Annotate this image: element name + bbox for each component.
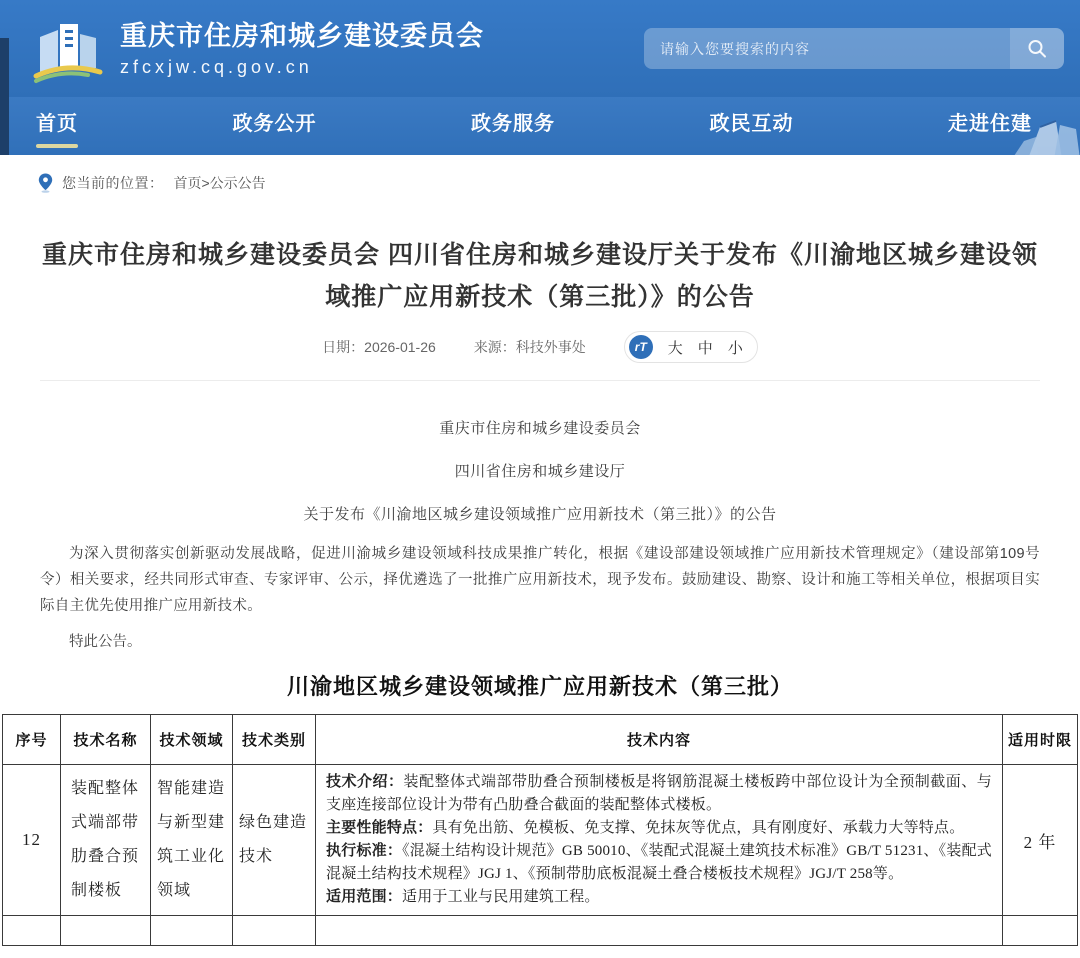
table-row-clipped <box>3 916 1078 946</box>
cell-tech-category: 绿色建造技术 <box>233 765 316 916</box>
cell-tech-field: 智能建造与新型建筑工业化领域 <box>151 765 233 916</box>
meta-divider <box>40 380 1040 381</box>
nav-item-home[interactable] <box>36 107 78 148</box>
nav-item-gov-info[interactable] <box>233 107 317 136</box>
font-size-large-button[interactable]: 大 <box>667 339 683 357</box>
site-logo[interactable] <box>30 11 106 87</box>
content-scope-text: 适用于工业与民用建筑工程。 <box>402 889 600 905</box>
search-input[interactable] <box>644 28 1010 69</box>
nav-item-gov-services[interactable] <box>471 107 555 136</box>
cell-tech-content <box>316 765 1003 916</box>
issuer-line-2: 四川省住房和城乡建设厅 <box>454 463 626 480</box>
content-features <box>326 817 992 840</box>
breadcrumb-prefix: 您当前的位置： <box>62 175 164 191</box>
nav-item-label: 政民互动 <box>709 113 794 135</box>
nav-item-label: 政务公开 <box>232 113 317 135</box>
article-meta <box>40 331 1040 363</box>
announcement-subject-line: 关于发布《川渝地区城乡建设领域推广应用新技术（第三批）》的公告 <box>303 506 777 523</box>
content-scope-label: 适用范围： <box>326 889 403 905</box>
nav-item-label: 走进住建 <box>948 113 1032 135</box>
tech-table <box>2 714 1078 946</box>
content-standards-label: 执行标准： <box>326 843 403 859</box>
location-pin-icon <box>38 173 53 193</box>
col-header-name: 技术名称 <box>61 715 151 765</box>
font-size-medium-button[interactable]: 中 <box>697 339 713 357</box>
article-paragraph: 为深入贯彻落实创新驱动发展战略，促进川渝城乡建设领域科技成果推广转化，根据《建设部建设领域推广应用新技术管理规定》（建设部第109号令）相关要求，经共同形式审查、专家评审、公示，择优遴选了一批推广应用新技术，现予发布。鼓励建设、勘察、设计和施工等相关单位，根据项目实际自主优先使用推广应用新技术。 <box>40 546 1040 614</box>
search-icon <box>1026 38 1048 60</box>
search-button[interactable] <box>1010 28 1064 69</box>
breadcrumb-path[interactable]: 首页>公示公告 <box>173 175 266 191</box>
col-header-duration: 适用时限 <box>1003 715 1078 765</box>
cell-duration: 2 年 <box>1003 765 1078 916</box>
nav-item-about[interactable] <box>948 107 1032 136</box>
col-header-category: 技术类别 <box>233 715 316 765</box>
main-nav <box>0 97 1080 155</box>
content-scope <box>326 886 992 909</box>
col-header-no: 序号 <box>3 715 61 765</box>
nav-item-public-interaction[interactable] <box>710 107 794 136</box>
date-value: 2026-01-26 <box>364 339 436 355</box>
source-label: 来源： <box>473 339 516 355</box>
site-url: zfcxjw.cq.gov.cn <box>120 57 313 77</box>
date-label: 日期： <box>322 339 365 355</box>
content-features-label: 主要性能特点： <box>326 820 433 836</box>
nav-item-label: 政务服务 <box>471 113 555 135</box>
cell-tech-name: 装配整体式端部带肋叠合预制楼板 <box>61 765 151 916</box>
article-source <box>474 337 586 357</box>
table-title: 川渝地区城乡建设领域推广应用新技术（第三批） <box>286 674 793 699</box>
content-intro-label: 技术介绍： <box>326 774 404 790</box>
search-box <box>644 28 1064 69</box>
content-intro-text: 装配整体式端部带肋叠合预制楼板是将钢筋混凝土楼板跨中部位设计为全预制截面、与支座连接部位设计为带有凸肋叠合截面的装配整体式楼板。 <box>326 774 992 813</box>
site-header <box>0 0 1080 97</box>
col-header-content: 技术内容 <box>316 715 1003 765</box>
table-row <box>3 765 1078 916</box>
font-size-control <box>624 331 758 363</box>
font-size-icon: rT <box>629 335 653 359</box>
table-header-row <box>3 715 1078 765</box>
cell-no: 12 <box>3 765 61 916</box>
left-edge-strip <box>0 97 9 155</box>
font-size-small-button[interactable]: 小 <box>727 339 743 357</box>
article-date <box>322 337 436 357</box>
buildings-logo-icon <box>32 13 104 85</box>
content-standards <box>326 840 992 886</box>
content-intro <box>326 771 992 817</box>
content-features-text: 具有免出筋、免模板、免支撑、免抹灰等优点，具有刚度好、承载力大等特点。 <box>432 820 965 836</box>
article-title: 重庆市住房和城乡建设委员会 四川省住房和城乡建设厅关于发布《川渝地区城乡建设领域推广应用新技术（第三批）》的公告 <box>42 241 1038 311</box>
site-title: 重庆市住房和城乡建设委员会 <box>120 21 484 51</box>
article <box>40 234 1040 651</box>
col-header-field: 技术领域 <box>151 715 233 765</box>
site-identity <box>120 19 484 78</box>
issuer-line-1: 重庆市住房和城乡建设委员会 <box>439 420 641 437</box>
source-value: 科技外事处 <box>515 339 586 355</box>
content-standards-text: 《混凝土结构设计规范》GB 50010、《装配式混凝土建筑技术标准》GB/T 51231、《装配式混凝土结构技术规程》JGJ 1、《预制带肋底板混凝土叠合楼板技术规程》JGJ/T 258等。 <box>326 843 992 882</box>
breadcrumb <box>0 155 1080 193</box>
article-closing: 特此公告。 <box>69 634 142 650</box>
active-tab-underline <box>36 144 78 148</box>
nav-item-label: 首页 <box>36 113 78 135</box>
